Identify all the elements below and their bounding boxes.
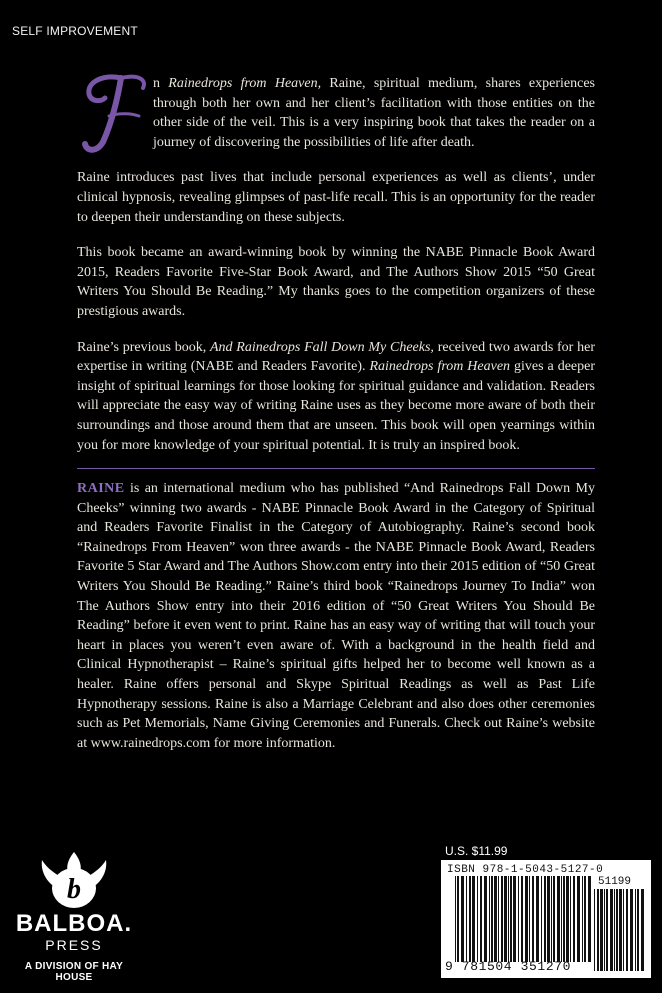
- publisher-division: A DIVISION OF HAY HOUSE: [24, 961, 124, 983]
- lotus-icon: [36, 848, 112, 912]
- addon-bars-icon: [594, 889, 646, 971]
- publisher-sub: PRESS: [45, 937, 103, 953]
- author-bio-text: is an international medium who has published “And Rainedrops Fall Down My Cheeks” winning two awards - NABE Pinnacle Book Award in the Category of Spiritual and Readers Favorite Finalist in the Category of Autobiography. Raine’s second book “Rainedrops From Heaven” won three awards - the NABE Pinnacle Book Award, Readers Favorite 5 Star Award and The Authors Show.com entry into their 2015 edition of “50 Great Writers You Should Be Reading.” Raine’s third book “Rainedrops Journey To India” won The Authors Show entry into their 2016 edition of “50 Great Writers You Should Be Reading” before it even went to print. Raine has an easy way of writing that will touch your heart in places you weren’t even aware of. With a background in the health field and Clinical Hypnotherapist – Raine’s spiritual gifts helped her to become well known as a healer. Raine offers personal and Skype Spiritual Readings as well as Past Life Hypnotherapy sessions. Raine is also a Marriage Celebrant and also does other ceremonies such as Pet Memorials, Name Giving Ceremonies and Funerals. Check out Raine’s website at www.rainedrops.com for more information.: [77, 481, 595, 751]
- author-bio: [77, 479, 595, 753]
- isbn-digits: 9 781504 351270: [445, 959, 572, 974]
- isbn-label: ISBN 978-1-5043-5127-0: [447, 864, 604, 876]
- intro-title: Rainedrops from Heaven,: [168, 76, 322, 91]
- category-label: SELF IMPROVEMENT: [12, 24, 138, 38]
- barcode-bars-icon: [455, 876, 591, 962]
- publisher-name: BALBOA.: [15, 910, 133, 937]
- prev-mid: received two awards for her expertise in writing (NABE and Readers Favorite).: [77, 339, 595, 375]
- paragraph-past-lives: Raine introduces past lives that include personal experiences as well as clients’, under clinical hypnosis, revealing glimpses of past-life recall. This is an opportunity for the reader to deepen their understanding on these subjects.: [77, 170, 595, 225]
- divider: [77, 468, 595, 469]
- logo-letter: b: [67, 874, 81, 905]
- intro-paragraph: [77, 74, 595, 152]
- paragraph-awards: This book became an award-winning book by winning the NABE Pinnacle Book Award 2015, Readers Favorite Five-Star Book Award, and The Authors Show 2015 “50 Great Writers You Should Be Reading.” My thanks goes to the competition organizers of these prestigious awards.: [77, 245, 595, 319]
- price-label: U.S. $11.99: [445, 844, 508, 858]
- cover-copy: [77, 74, 595, 753]
- prev-lead: Raine’s previous book,: [77, 339, 210, 355]
- prev-text: gives a deeper insight of spiritual learnings for those looking for spiritual guidance and validation. Readers will appreciate the easy way of writing Raine uses as they become more aware of both their surroundings and those around them that are unseen. This book will open yearnings within you for more knowledge of your spiritual potential. It is truly an inspired book.: [77, 359, 595, 453]
- prev-title-1: And Rainedrops Fall Down My Cheeks,: [209, 339, 434, 355]
- dropcap-i-icon: [81, 72, 151, 156]
- isbn-barcode: [441, 860, 651, 978]
- publisher-logo: [8, 848, 140, 983]
- intro-lead: n: [153, 76, 169, 91]
- author-name: RAINE: [77, 481, 125, 497]
- prev-title-2: Rainedrops from Heaven: [369, 359, 511, 375]
- addon-number: 51199: [598, 876, 632, 888]
- paragraph-previous-book: [77, 338, 595, 456]
- intro-text: Raine, spiritual medium, shares experiences through both her own and her client’s facilitation with those entities on the other side of the veil. This is a very inspiring book that takes the reader on a journey of discovering the possibilities of life after death.: [153, 76, 596, 150]
